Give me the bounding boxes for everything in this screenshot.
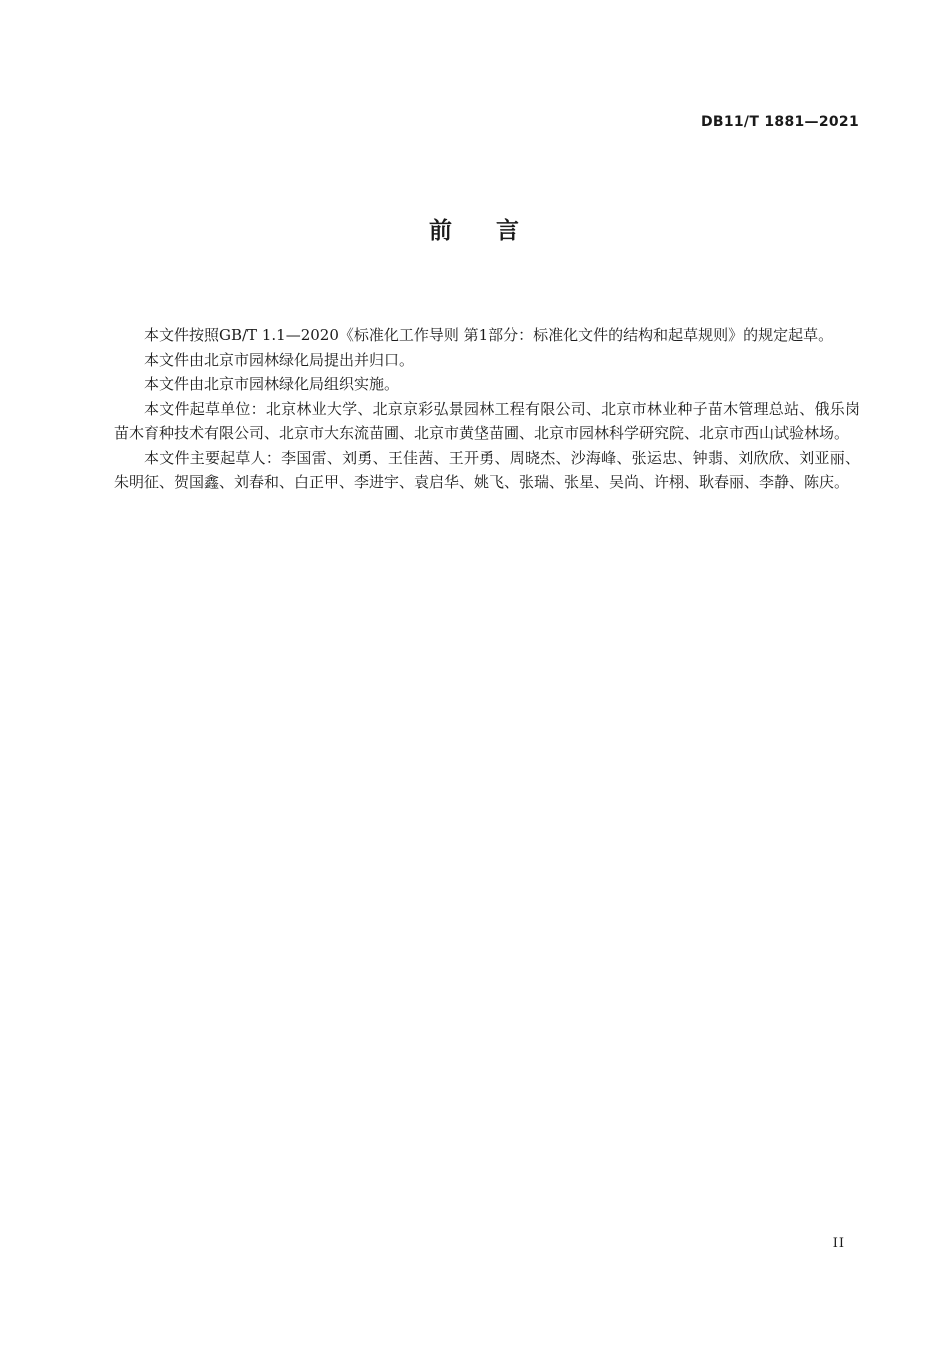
paragraph-proposer: 本文件由北京市园林绿化局提出并归口。 xyxy=(144,350,415,369)
document-code: DB11/T 1881—2021 xyxy=(700,114,859,130)
paragraph-implementer: 本文件由北京市园林绿化局组织实施。 xyxy=(144,375,400,393)
paragraph-drafters: 本文件主要起草人：李国雷、刘勇、王佳茜、王开勇、周晓杰、沙海峰、张运忠、钟翡、刘欣欣、刘亚丽、朱明征、贺国鑫、刘春和、白正甲、李进宇、袁启华、姚飞、张瑞、张星、吴尚、许栩、耿春丽、李静、陈庆。 xyxy=(114,448,860,491)
title-char-2: 言 xyxy=(496,218,521,244)
paragraph-drafting-units: 本文件起草单位：北京林业大学、北京京彩弘景园林工程有限公司、北京市林业种子苗木管理总站、俄乐岗苗木育种技术有限公司、北京市大东流苗圃、北京市黄垡苗圃、北京市园林科学研究院、北京市西山试验林场。 xyxy=(114,399,860,442)
page-number: II xyxy=(832,1236,845,1251)
foreword-body xyxy=(114,323,860,495)
paragraph-standard-basis: 本文件按照GB/T 1.1—2020《标准化工作导则 第1部分：标准化文件的结构和起草规则》的规定起草。 xyxy=(144,326,834,344)
section-title xyxy=(0,212,950,245)
title-char-1: 前 xyxy=(429,218,454,244)
